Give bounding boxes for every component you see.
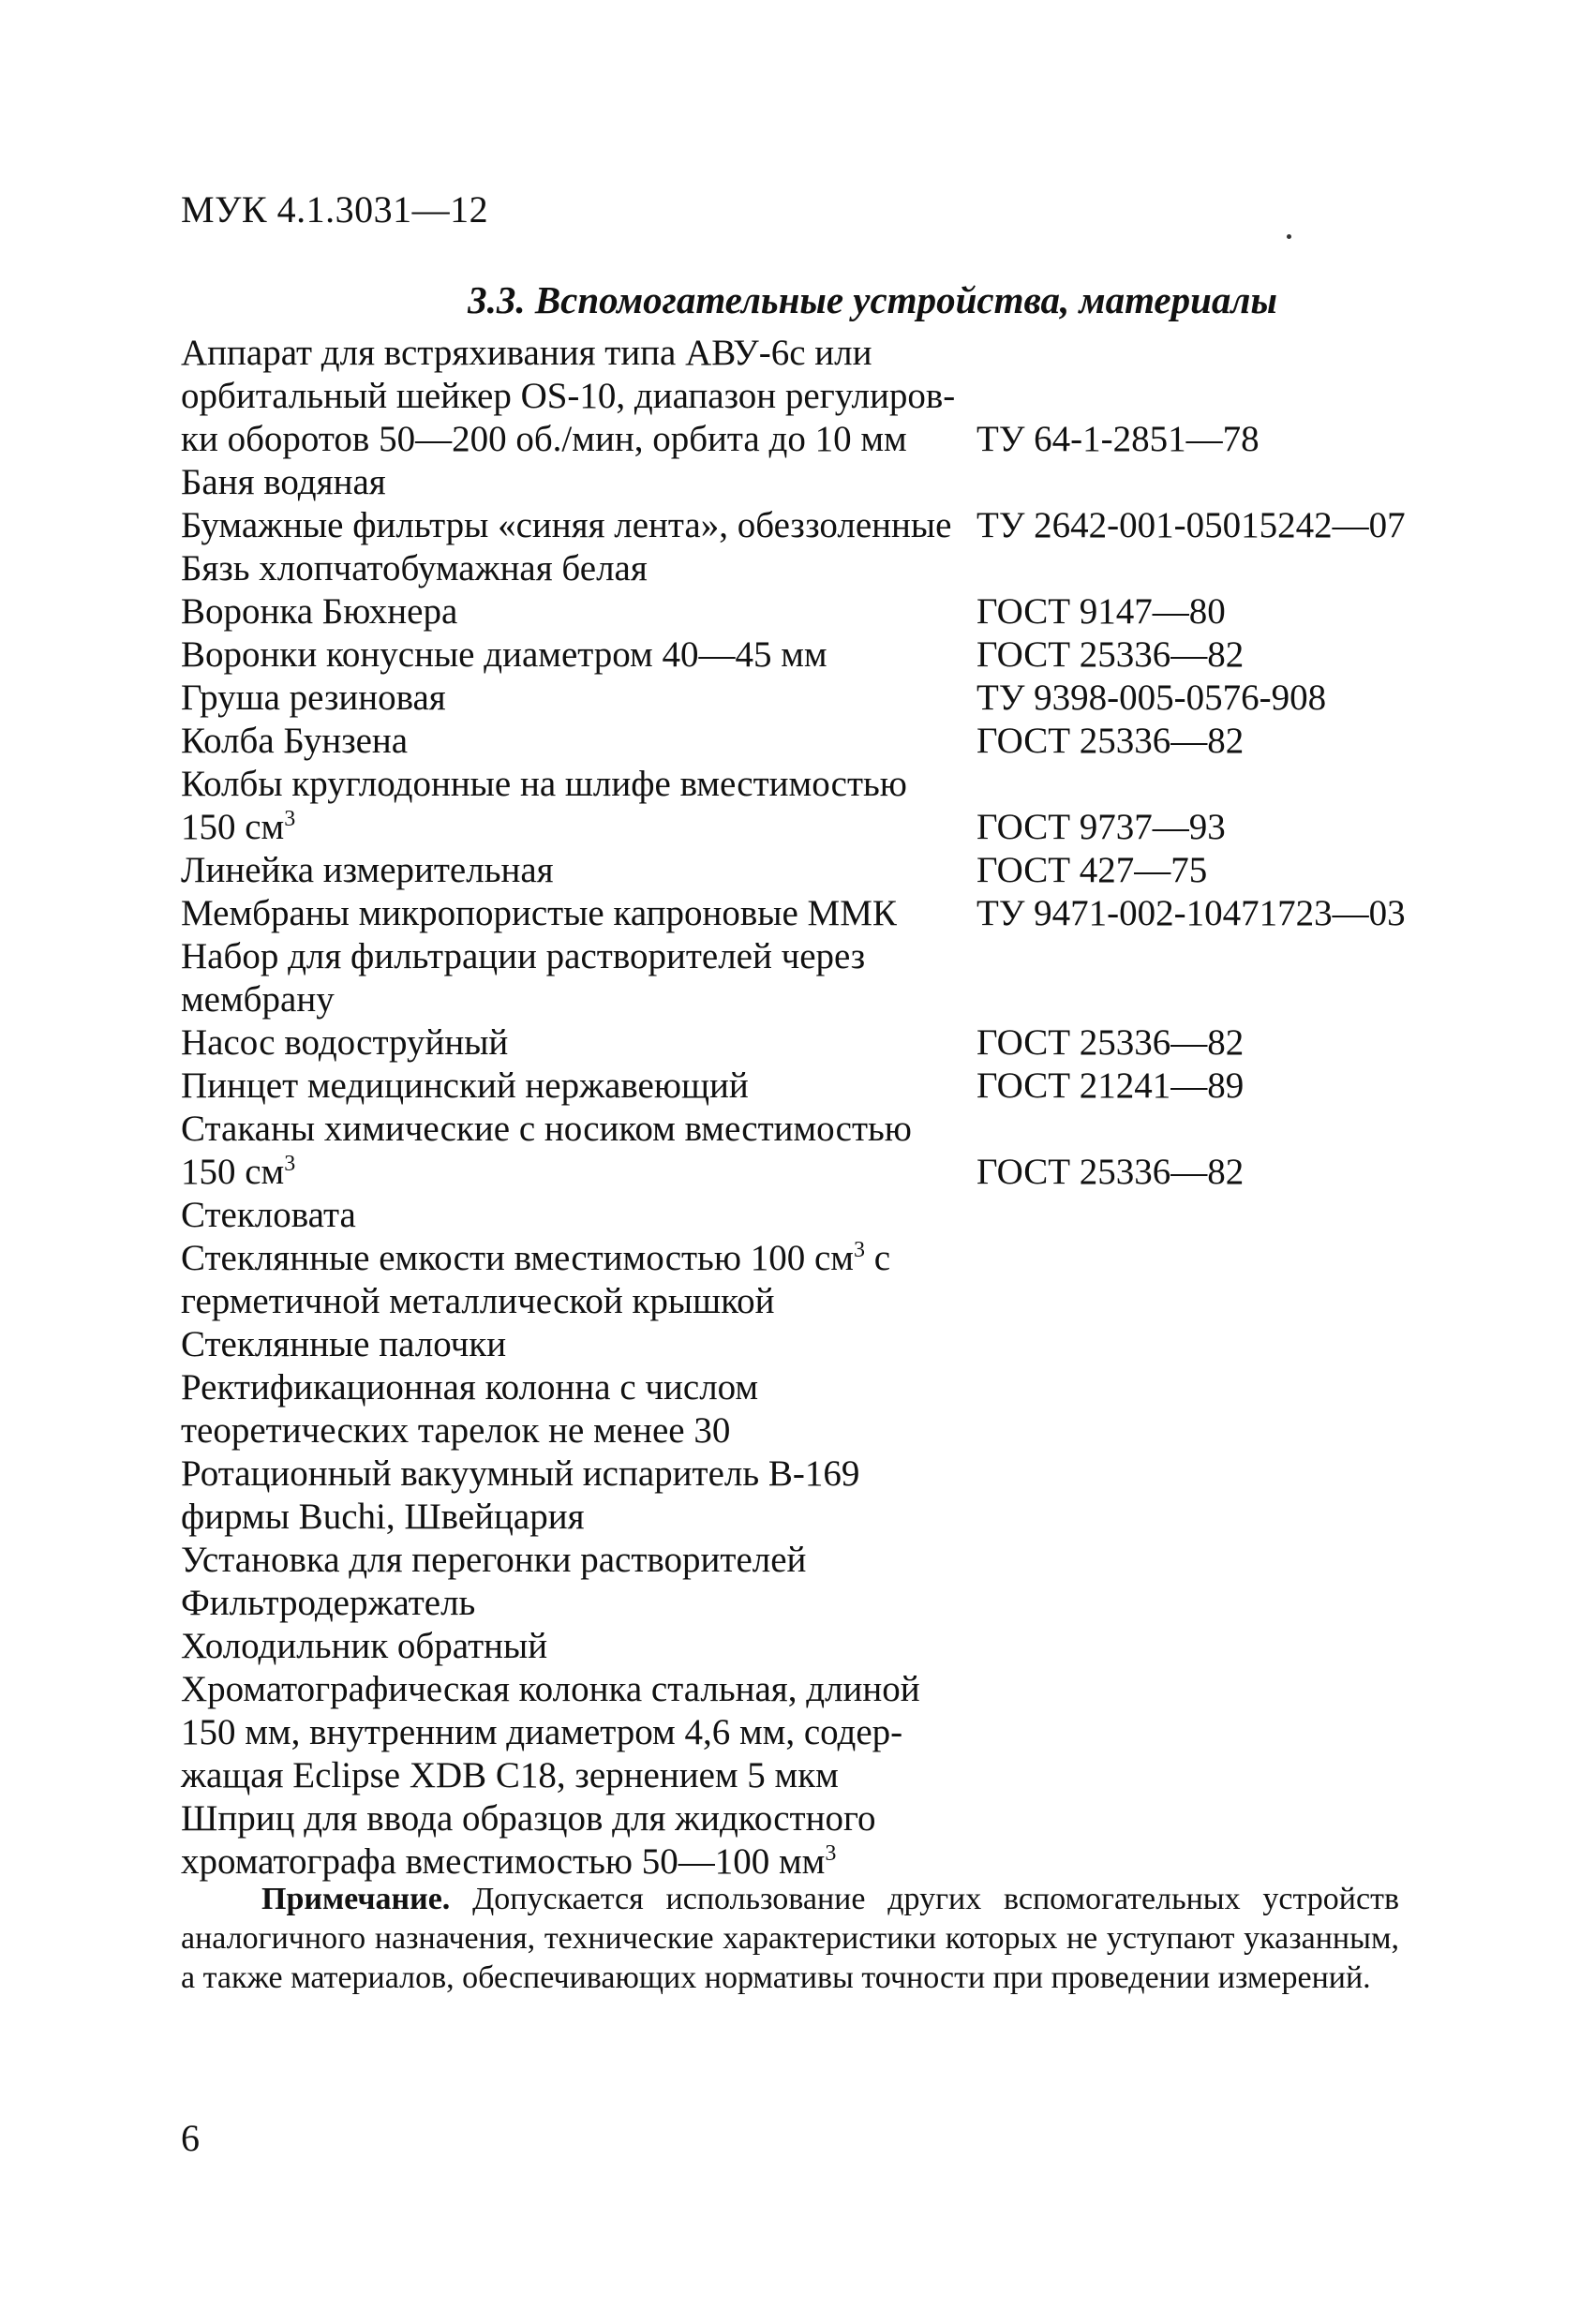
- equipment-name-text: Ректификационная колонна с числом: [181, 1367, 759, 1408]
- equipment-name-text: Бумажные фильтры «синяя лента», обеззоленные: [181, 505, 952, 545]
- standard-reference: ГОСТ 25336—82: [976, 1152, 1245, 1192]
- standard-reference: ТУ 64-1-2851—78: [976, 419, 1260, 459]
- equipment-name: [181, 547, 648, 590]
- equipment-row: [181, 849, 1446, 892]
- equipment-name-text: Холодильник обратный: [181, 1626, 548, 1666]
- equipment-name-text: фирмы Buchi, Швейцария: [181, 1497, 585, 1537]
- equipment-name: [181, 1797, 875, 1840]
- note-paragraph: [181, 1880, 1399, 1998]
- equipment-row: [181, 1021, 1446, 1065]
- equipment-name-text: Колба Бунзена: [181, 721, 409, 761]
- equipment-name-text: Линейка измерительная: [181, 850, 554, 890]
- equipment-name-text: Стеклянные палочки: [181, 1324, 507, 1364]
- equipment-row: [181, 1237, 1446, 1280]
- equipment-name: [181, 1151, 295, 1194]
- equipment-name: [181, 1280, 774, 1323]
- standard-reference: ГОСТ 21241—89: [976, 1065, 1245, 1106]
- equipment-name-text: Воронка Бюхнера: [181, 591, 458, 632]
- equipment-name: [181, 1409, 730, 1452]
- equipment-name-text: Груша резиновая: [181, 678, 446, 718]
- equipment-row: [181, 1452, 1446, 1496]
- equipment-name: [181, 461, 386, 504]
- equipment-name-text: Пинцет медицинский нержавеющий: [181, 1065, 749, 1106]
- equipment-name: [181, 720, 408, 763]
- equipment-row: [181, 763, 1446, 806]
- equipment-row: [181, 1840, 1446, 1884]
- standard-reference: ГОСТ 9737—93: [976, 807, 1226, 847]
- equipment-name: [181, 806, 295, 849]
- equipment-row: [181, 1539, 1446, 1582]
- equipment-name-text: Баня водяная: [181, 462, 386, 502]
- standard-reference: ТУ 9471-002-10471723—03: [976, 893, 1406, 933]
- equipment-name: [181, 504, 951, 547]
- equipment-row: [181, 892, 1446, 935]
- equipment-name: [181, 763, 907, 806]
- equipment-row: [181, 504, 1446, 547]
- equipment-name-text: орбитальный шейкер OS-10, диапазон регулиров-: [181, 376, 956, 416]
- equipment-row: [181, 978, 1446, 1021]
- equipment-row: [181, 1625, 1446, 1668]
- equipment-row: [181, 1151, 1446, 1194]
- equipment-name: [181, 1496, 585, 1539]
- equipment-name-text: Хроматографическая колонка стальная, длиной: [181, 1669, 920, 1709]
- equipment-name: [181, 1452, 859, 1496]
- equipment-row: [181, 1280, 1446, 1323]
- equipment-name: [181, 1108, 912, 1151]
- standard-reference: ГОСТ 25336—82: [976, 634, 1245, 675]
- equipment-row: [181, 1711, 1446, 1754]
- equipment-name-text: Стаканы химические с носиком вместимостью: [181, 1109, 912, 1149]
- equipment-name: [181, 1754, 839, 1797]
- equipment-name: [181, 633, 827, 677]
- equipment-row: [181, 720, 1446, 763]
- unit-superscript: 3: [825, 1841, 837, 1866]
- equipment-row: [181, 1797, 1446, 1840]
- equipment-name-text: жащая Eclipse XDB C18, зернением 5 мкм: [181, 1755, 839, 1795]
- equipment-name-text: Ротационный вакуумный испаритель В-169: [181, 1453, 860, 1494]
- standard-reference: ГОСТ 25336—82: [976, 1022, 1245, 1063]
- equipment-name-text: Насос водоструйный: [181, 1022, 509, 1063]
- equipment-row: [181, 418, 1446, 461]
- equipment-name: [181, 677, 446, 720]
- equipment-name-text: Аппарат для встряхивания типа АВУ-6с или: [181, 333, 872, 373]
- equipment-row: [181, 677, 1446, 720]
- equipment-name: [181, 935, 865, 978]
- equipment-row: [181, 806, 1446, 849]
- equipment-row: [181, 1496, 1446, 1539]
- page-number: 6: [181, 2117, 200, 2159]
- equipment-name-text: Набор для фильтрации растворителей через: [181, 936, 866, 976]
- equipment-row: [181, 1323, 1446, 1366]
- equipment-row: [181, 935, 1446, 978]
- equipment-name: [181, 1065, 749, 1108]
- equipment-row: [181, 1409, 1446, 1452]
- equipment-name-text: 150 см: [181, 807, 285, 847]
- standard-reference: ТУ 2642-001-05015242—07: [976, 505, 1406, 545]
- equipment-row: [181, 1582, 1446, 1625]
- standard-reference: ГОСТ 25336—82: [976, 721, 1245, 761]
- equipment-row: [181, 332, 1446, 375]
- equipment-name: [181, 978, 335, 1021]
- equipment-name-text: Бязь хлопчатобумажная белая: [181, 548, 648, 588]
- equipment-name: [181, 1840, 836, 1884]
- equipment-row: [181, 1108, 1446, 1151]
- equipment-name: [181, 1711, 902, 1754]
- equipment-name: [181, 849, 554, 892]
- equipment-list: [181, 332, 1446, 1884]
- equipment-name: [181, 892, 897, 935]
- equipment-row: [181, 1668, 1446, 1711]
- unit-superscript: 3: [284, 1152, 296, 1176]
- equipment-name: [181, 1237, 890, 1280]
- equipment-name: [181, 418, 907, 461]
- equipment-name-text: Установка для перегонки растворителей: [181, 1540, 807, 1580]
- equipment-name-text: Мембраны микропористые капроновые ММК: [181, 893, 897, 933]
- equipment-name-text: герметичной металлической крышкой: [181, 1281, 775, 1321]
- equipment-name-text: теоретических тарелок не менее 30: [181, 1410, 731, 1451]
- equipment-name: [181, 1323, 506, 1366]
- equipment-name-text: Стекловата: [181, 1195, 356, 1235]
- unit-superscript: 3: [284, 807, 296, 831]
- standard-reference: ГОСТ 9147—80: [976, 591, 1226, 632]
- equipment-name: [181, 1582, 475, 1625]
- equipment-name-text: 150 см: [181, 1152, 285, 1192]
- equipment-name-text: Стеклянные емкости вместимостью 100 см: [181, 1238, 854, 1278]
- equipment-row: [181, 1366, 1446, 1409]
- equipment-row: [181, 1754, 1446, 1797]
- section-title: 3.3. Вспомогательные устройства, материалы: [468, 278, 1277, 321]
- equipment-name: [181, 1366, 758, 1409]
- equipment-name: [181, 1021, 508, 1065]
- equipment-name: [181, 1194, 356, 1237]
- equipment-name: [181, 332, 872, 375]
- equipment-name: [181, 375, 955, 418]
- equipment-name-text: мембрану: [181, 979, 335, 1020]
- equipment-name-tail: с: [864, 1238, 891, 1278]
- equipment-row: [181, 590, 1446, 633]
- equipment-name-text: Колбы круглодонные на шлифе вместимостью: [181, 764, 907, 804]
- equipment-name-text: Фильтродержатель: [181, 1583, 476, 1623]
- equipment-name: [181, 590, 457, 633]
- equipment-row: [181, 547, 1446, 590]
- equipment-row: [181, 1194, 1446, 1237]
- equipment-name-text: ки оборотов 50—200 об./мин, орбита до 10 мм: [181, 419, 907, 459]
- equipment-row: [181, 1065, 1446, 1108]
- equipment-row: [181, 375, 1446, 418]
- equipment-name: [181, 1668, 920, 1711]
- note-text: Допускается использование других вспомогательных устройств аналогичного назначения, технические характеристики которых не уступают указанным, а также материалов, обеспечивающих нормативы точности при проведении измерений.: [181, 1882, 1399, 1995]
- equipment-name-text: хроматографа вместимостью 50—100 мм: [181, 1841, 826, 1882]
- equipment-row: [181, 633, 1446, 677]
- equipment-name-text: 150 мм, внутренним диаметром 4,6 мм, содер-: [181, 1712, 903, 1752]
- standard-reference: ТУ 9398-005-0576-908: [976, 678, 1327, 718]
- document-code: МУК 4.1.3031—12: [181, 188, 489, 231]
- standard-reference: ГОСТ 427—75: [976, 850, 1208, 890]
- scan-speck: [1287, 234, 1291, 239]
- equipment-row: [181, 461, 1446, 504]
- note-label: Примечание.: [261, 1882, 451, 1916]
- equipment-name-text: Шприц для ввода образцов для жидкостного: [181, 1798, 876, 1839]
- unit-superscript: 3: [853, 1238, 865, 1262]
- equipment-name: [181, 1625, 547, 1668]
- equipment-name-text: Воронки конусные диаметром 40—45 мм: [181, 634, 827, 675]
- equipment-name: [181, 1539, 806, 1582]
